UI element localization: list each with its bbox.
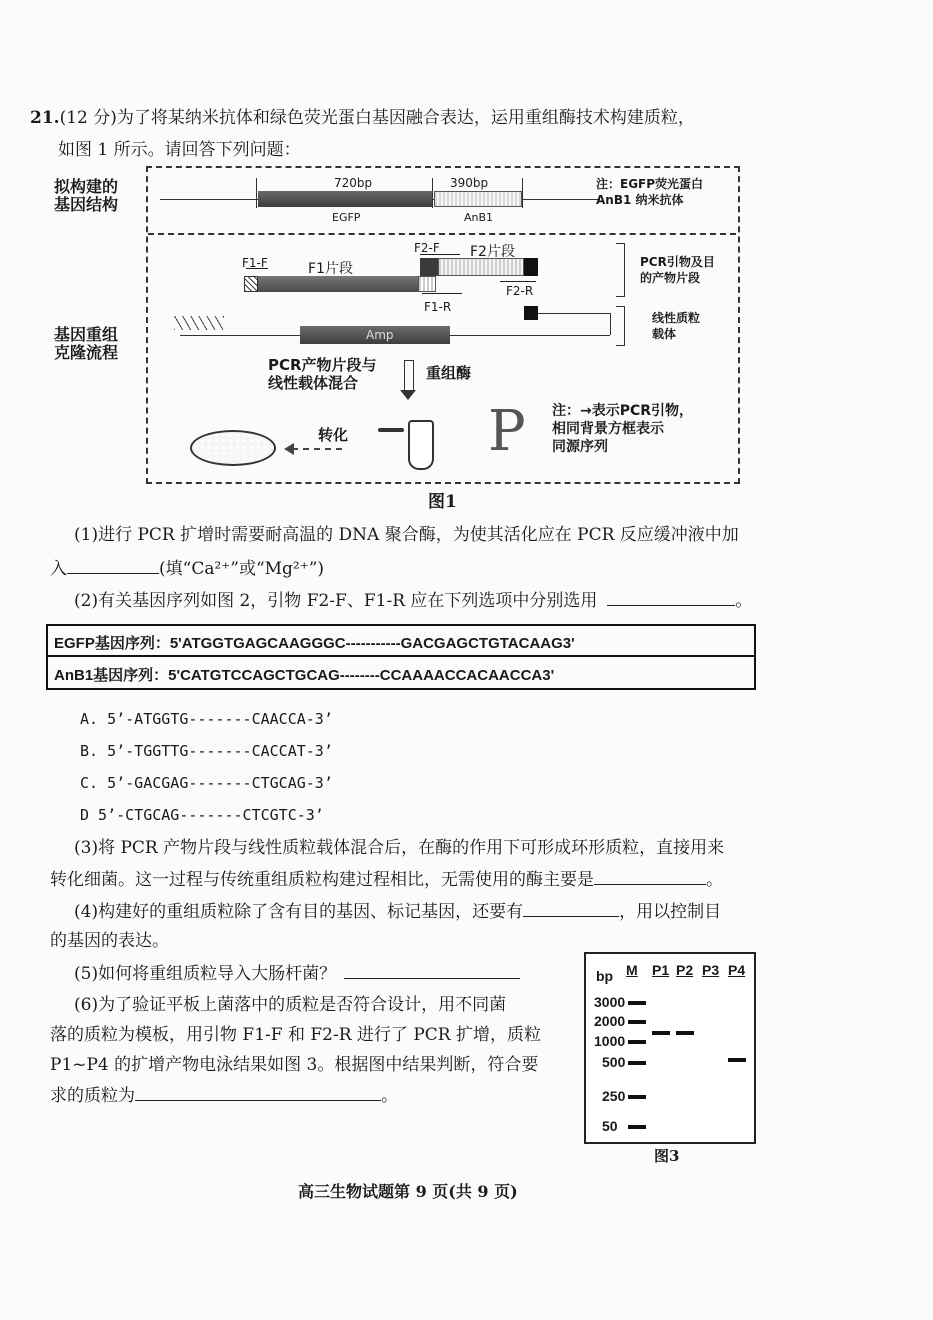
q3-line2-end: 。: [706, 870, 723, 890]
down-arrow-head: [400, 390, 416, 400]
gel-figure-3: [584, 952, 756, 1144]
q6-line3: P1~P4 的扩增产物电泳结果如图 3。根据图中结果判断，符合要: [50, 1055, 539, 1075]
lane-label-p2: P2: [676, 962, 694, 978]
label-planned-gene-structure: 拟构建的 基因结构: [54, 177, 119, 214]
petri-dish-icon: [190, 430, 276, 466]
down-arrow-shaft: [404, 360, 414, 391]
label-cloning-workflow: 基因重组 克隆流程: [54, 325, 119, 362]
f2-homology-end: [524, 258, 538, 276]
lane-label-m: M: [626, 962, 638, 978]
sequence-box-divider: [48, 655, 754, 657]
q1-line2-post: (填“Ca²⁺”或“Mg²⁺”): [159, 559, 325, 579]
q5-answer-blank[interactable]: [344, 960, 520, 979]
option-a: A. 5’-ATGGTG-------CAACCA-3’: [80, 710, 333, 728]
right-label-vector: 线性质粒 载体: [652, 311, 701, 341]
anb1-length: 390bp: [450, 176, 489, 190]
primer-f1f-label: F1-F: [242, 256, 268, 270]
anb1-sequence: AnB1基因序列：5'CATGTCCAGCTGCAG--------CCAAAACCACAACCA3': [54, 667, 555, 684]
vector-homology-right: [524, 306, 538, 320]
anb1-boundary-right: [522, 178, 524, 208]
q1-line2-pre: 入: [50, 559, 67, 579]
q1-line1: (1)进行 PCR 扩增时需要耐高温的 DNA 聚合酶，为使其活化应在 PCR 反应缓冲液中加: [74, 525, 739, 545]
figure-1-caption: 图1: [428, 492, 457, 512]
band-p1: [652, 1031, 670, 1035]
primer-f2f-label: F2-F: [414, 241, 440, 255]
note-bottom: 注：→表示PCR引物， 相同背景方框表示 同源序列: [552, 403, 694, 455]
egfp-label: EGFP: [332, 211, 361, 224]
primer-f2r-label: F2-R: [506, 284, 534, 298]
lane-label-p3: P3: [702, 962, 720, 978]
q6-line4-end: 。: [381, 1086, 398, 1106]
page-footer: 高三生物试题第 9 页(共 9 页): [298, 1182, 518, 1201]
band-m-2000: [628, 1020, 646, 1024]
q6-line2: 落的质粒为模板，用引物 F1-F 和 F2-R 进行了 PCR 扩增，质粒: [50, 1025, 541, 1045]
tube-icon: [408, 420, 434, 470]
lane-label-p1: P1: [652, 962, 670, 978]
q4-line1-post: ，用以控制目: [619, 902, 722, 922]
vector-line-right: [450, 335, 610, 336]
question-intro-line2: 如图 1 所示。请回答下列问题：: [58, 140, 301, 160]
f2-homology-start: [420, 258, 438, 276]
marker-50: 50: [602, 1118, 618, 1134]
primer-f2r-arrow: [500, 281, 536, 282]
band-m-500: [628, 1061, 646, 1065]
mix-text: PCR产物片段与 线性载体混合: [268, 356, 377, 392]
question-number: 21.: [30, 108, 60, 128]
band-m-250: [628, 1095, 646, 1099]
primer-f2f-arrow: [420, 254, 460, 255]
q4-line2: 的基因的表达。: [50, 931, 169, 951]
vector-line-left: [180, 335, 300, 336]
question-intro-line1: (12 分)为了将某纳米抗体和绿色荧光蛋白基因融合表达，运用重组酶技术构建质粒，: [59, 108, 695, 128]
f1-fragment-label: F1片段: [308, 261, 353, 277]
recombinase-label: 重组酶: [426, 364, 472, 382]
marker-3000: 3000: [594, 994, 626, 1010]
lane-label-p4: P4: [728, 962, 746, 978]
right-label-pcr: PCR引物及目 的产物片段: [640, 255, 715, 285]
q2-end: 。: [735, 591, 753, 611]
band-m-50: [628, 1125, 646, 1129]
amp-label: Amp: [366, 328, 394, 342]
vector-homology-left: [174, 316, 224, 330]
q2-text: (2)有关基因序列如图 2，引物 F2-F、F1-R 应在下列选项中分别选用: [74, 591, 598, 611]
egfp-length: 720bp: [334, 176, 373, 190]
q4-line1-pre: (4)构建好的重组质粒除了含有目的基因、标记基因，还要有: [74, 902, 524, 922]
q6-answer-blank[interactable]: [135, 1082, 381, 1101]
transform-label: 转化: [318, 426, 349, 444]
q3-answer-blank[interactable]: [594, 866, 706, 885]
bracket-pcr: [616, 243, 625, 297]
plasmid-icon: P: [488, 399, 526, 464]
primer-f1r-label: F1-R: [424, 300, 452, 314]
primer-f1r-arrow: [422, 293, 462, 294]
egfp-sequence: EGFP基因序列：5'ATGGTGAGCAAGGGC-----------GACGAGCTGTACAAG3': [54, 635, 575, 652]
q2-answer-blank[interactable]: [607, 587, 735, 606]
f1-fragment-bar: [258, 276, 418, 292]
band-m-1000: [628, 1040, 646, 1044]
q6-line4-pre: 求的质粒为: [50, 1086, 135, 1106]
marker-1000: 1000: [594, 1033, 626, 1049]
sequence-box: [46, 624, 756, 690]
question-header: [30, 106, 695, 130]
bracket-vector: [616, 306, 625, 346]
marker-250: 250: [602, 1088, 626, 1104]
egfp-segment: [258, 191, 432, 207]
q5-text: (5)如何将重组质粒导入大肠杆菌？: [74, 964, 337, 984]
primer-f1f-arrow: [246, 268, 268, 269]
q6-line4: [50, 1082, 398, 1108]
anb1-segment: [434, 191, 522, 207]
q2-line: [74, 587, 752, 613]
band-m-3000: [628, 1001, 646, 1005]
band-p2: [676, 1031, 694, 1035]
option-d: D 5’-CTGCAG-------CTCGTC-3’: [80, 806, 324, 824]
q1-line2: [50, 555, 324, 581]
q4-answer-blank[interactable]: [523, 898, 619, 917]
f1-overlap-end: [418, 276, 436, 292]
option-b: B. 5’-TGGTTG-------CACCAT-3’: [80, 742, 333, 760]
figure-1-divider: [148, 233, 736, 235]
anb1-label: AnB1: [464, 211, 494, 224]
q6-line1: (6)为了验证平板上菌落中的质粒是否符合设计，用不同菌: [74, 995, 507, 1015]
figure-3-caption: 图3: [654, 1147, 680, 1165]
transform-arrow-head: [284, 443, 294, 455]
option-c: C. 5’-GACGAG-------CTGCAG-3’: [80, 774, 333, 792]
q3-line2: [50, 866, 723, 892]
note-top: 注：EGFP荧光蛋白 AnB1 纳米抗体: [596, 177, 704, 207]
q5-line: [74, 960, 520, 986]
f1-homology-end: [244, 276, 258, 292]
marker-2000: 2000: [594, 1013, 626, 1029]
transform-arrow-line: [292, 448, 342, 450]
q4-line1: [74, 898, 721, 924]
gel-unit-label: bp: [596, 968, 614, 984]
q1-answer-blank[interactable]: [67, 555, 159, 574]
pipette-icon: [378, 428, 404, 432]
q3-line2-pre: 转化细菌。这一过程与传统重组质粒构建过程相比，无需使用的酶主要是: [50, 870, 594, 890]
q3-line1: (3)将 PCR 产物片段与线性质粒载体混合后，在酶的作用下可形成环形质粒，直接用来: [74, 838, 725, 858]
marker-500: 500: [602, 1054, 626, 1070]
band-p4: [728, 1058, 746, 1062]
f2-fragment-label: F2片段: [470, 244, 515, 260]
vector-line-up: [610, 313, 612, 335]
vector-line-top: [538, 313, 610, 314]
